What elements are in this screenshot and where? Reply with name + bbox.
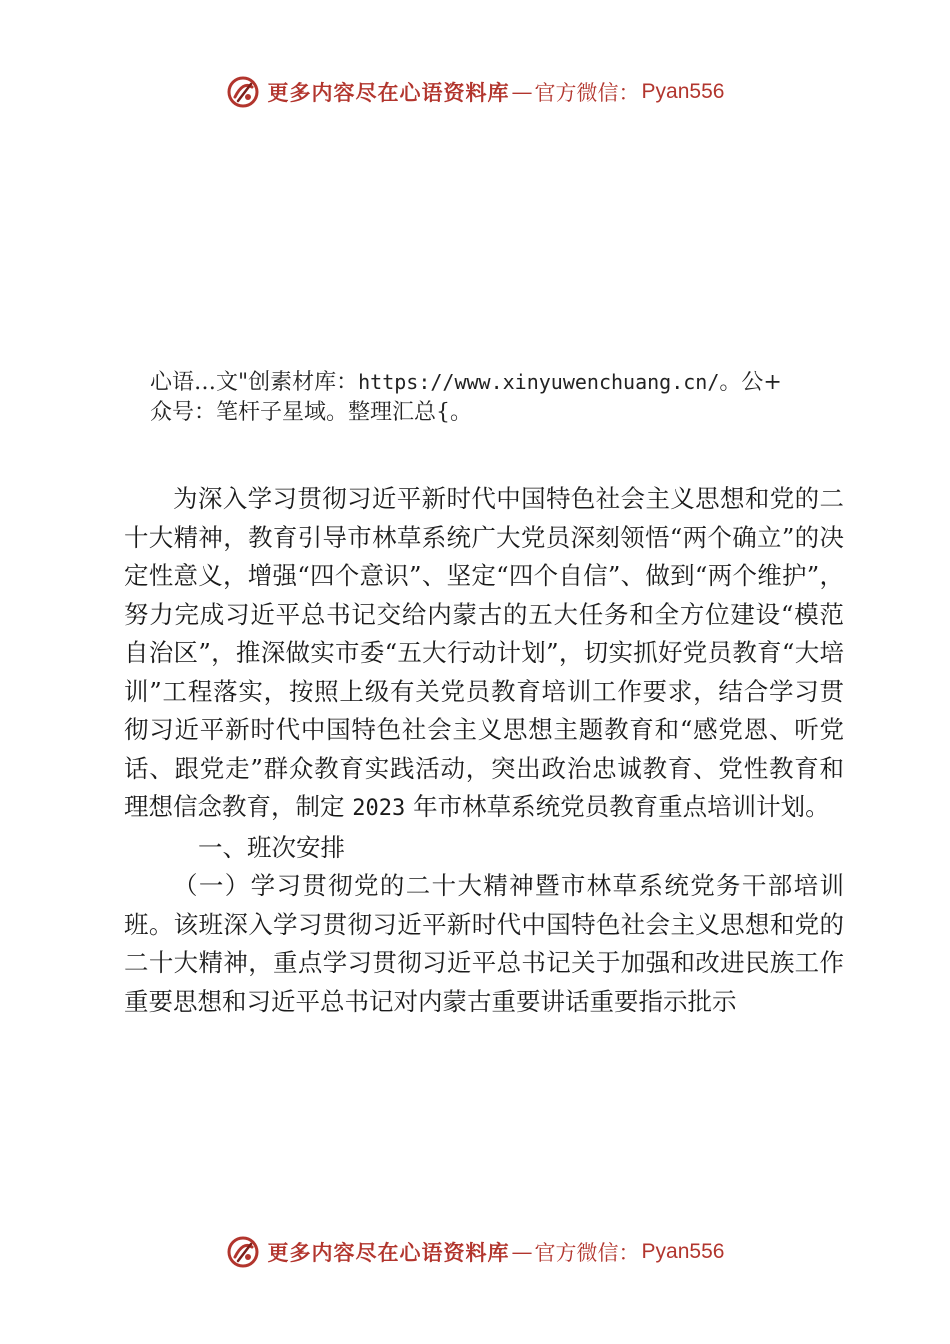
source-note-line1 <box>150 367 850 398</box>
source-note-line2: 众号：笔杆子星域。整理汇总{。 <box>150 400 472 425</box>
banner-dash: — <box>511 1240 533 1264</box>
section-heading-1: 一、班次安排 <box>198 832 345 862</box>
source-url-link[interactable]: https://www.xinyuwenchuang.cn/ <box>358 370 720 394</box>
xinyu-logo-icon <box>226 1235 260 1269</box>
banner-brand-text: 更多内容尽在心语资料库 <box>267 80 510 105</box>
footer-banner <box>0 1232 950 1272</box>
banner-wechat-label: 官方微信： <box>534 81 640 105</box>
document-body <box>124 480 844 1021</box>
header-banner <box>0 72 950 112</box>
source-note-prefix: 心语…文"创素材库： <box>150 370 359 395</box>
intro-year: 2023 <box>352 796 406 821</box>
intro-text: 为深入学习贯彻习近平新时代中国特色社会主义思想和党的二十大精神，教育引导市林草系统广大党员深刻领悟“两个确立”的决定性意义，增强“四个意识”、坚定“四个自信”、做到“两个维护”，努力完成习近平总书记交给内蒙古的五大任务和全方位建设“模范自治区”，推深做实市委“五大行动计划”，切实抓好党员教育“大培训”工程落实，按照上级有关党员教育培训工作要求，结合学习贯彻习近平新时代中国特色社会主义思想主题教育和“感党恩、听党话、跟党走”群众教育实践活动，突出政治忠诚教育、党性教育和理想信念教育，制定 <box>124 484 844 821</box>
banner-dash: — <box>511 80 533 104</box>
banner-wechat-label: 官方微信： <box>534 1241 640 1265</box>
banner-wechat-id: Pyan556 <box>641 1240 725 1263</box>
banner-wechat-id: Pyan556 <box>641 80 725 103</box>
xinyu-logo-icon <box>226 75 260 109</box>
intro-paragraph <box>124 480 844 829</box>
source-note-suffix: 。公+ <box>719 370 782 395</box>
intro-text-end: 年市林草系统党员教育重点培训计划。 <box>413 792 830 821</box>
section-paragraph-1: （一）学习贯彻党的二十大精神暨市林草系统党务干部培训班。该班深入学习贯彻习近平新时代中国特色社会主义思想和党的二十大精神，重点学习贯彻习近平总书记关于加强和改进民族工作重要思想和习近平总书记对内蒙古重要讲话重要指示批示 <box>124 871 844 1016</box>
banner-brand-text: 更多内容尽在心语资料库 <box>267 1240 510 1265</box>
source-note <box>150 367 850 428</box>
